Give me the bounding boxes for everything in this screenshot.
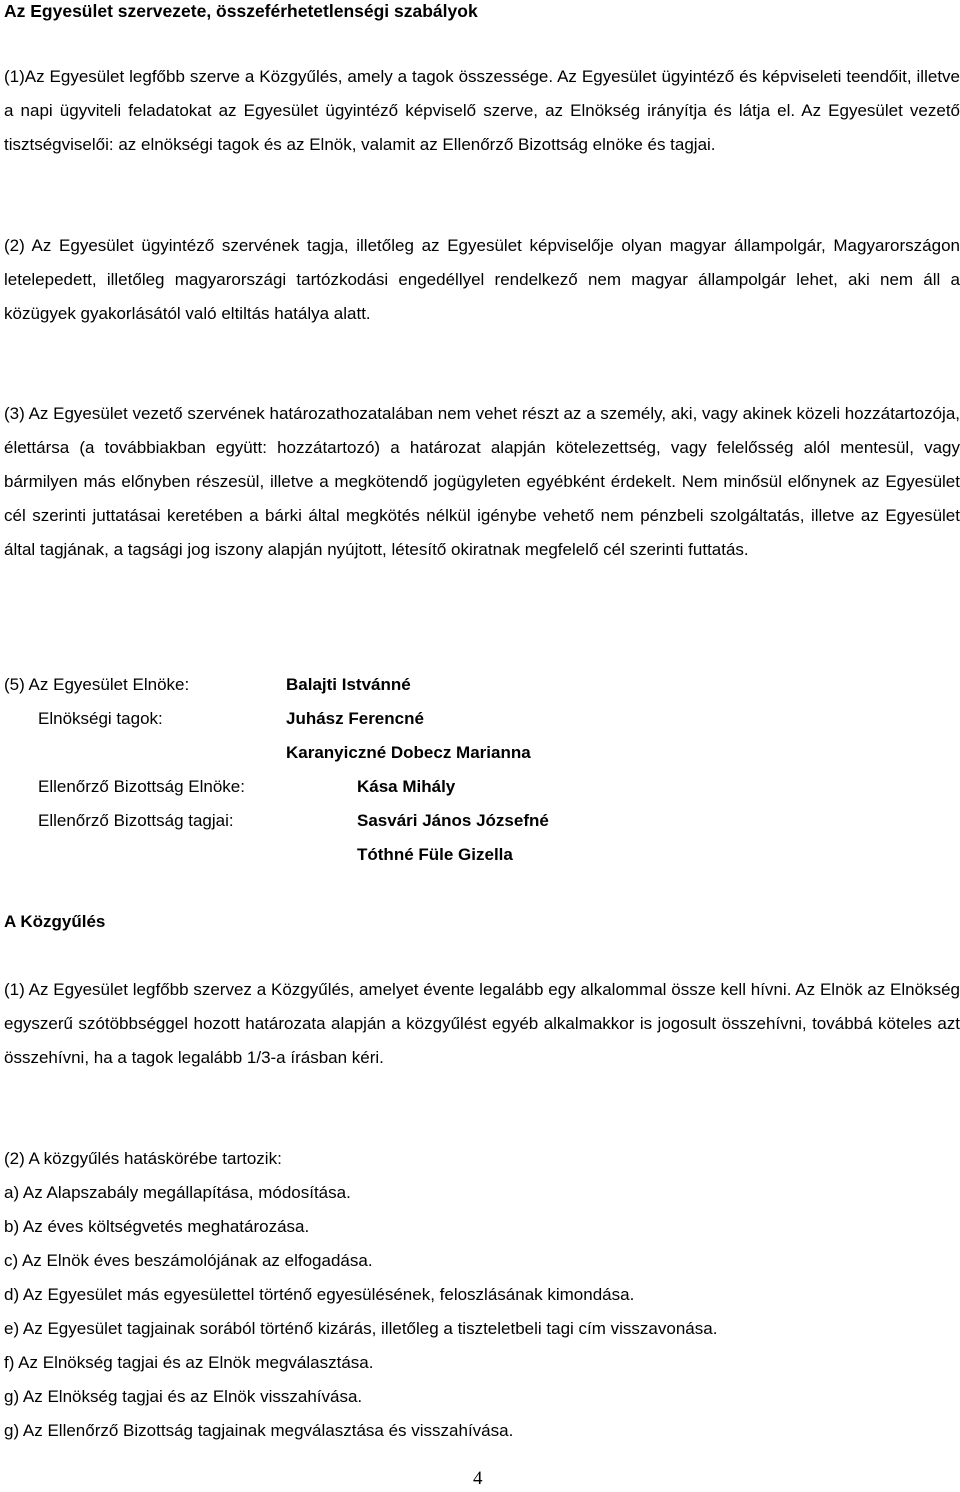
page-number: 4 <box>473 1468 483 1489</box>
president-name: Balajti Istvánné <box>286 675 411 694</box>
list-item: g) Az Ellenőrző Bizottság tagjainak megválasztása és visszahívása. <box>4 1421 514 1440</box>
list-item: e) Az Egyesület tagjainak sorából történő kizárás, illetőleg a tiszteletbeli tagi cím visszavonása. <box>4 1319 718 1338</box>
assembly-heading: A Közgyűlés <box>4 912 106 931</box>
list-item: f) Az Elnökség tagjai és az Elnök megválasztása. <box>4 1353 374 1372</box>
board-label: Elnökségi tagok: <box>38 709 163 728</box>
board-member-2: Karanyiczné Dobecz Marianna <box>286 743 531 762</box>
audit-chair-name: Kása Mihály <box>357 777 456 796</box>
president-row <box>4 668 960 702</box>
page-title: Az Egyesület szervezete, összeférhetetlenségi szabályok <box>4 1 478 21</box>
paragraph-1: (1)Az Egyesület legfőbb szerve a Közgyűlés, amely a tagok összessége. Az Egyesület ügyintéző és képviseleti teendőit, illetve a napi ügyviteli feladatokat az Egyesület ügyintéző képviselő szerve, az Elnökség irányítja és látja el. Az Egyesület vezető tisztségviselői: az elnökségi tagok és az Elnök, valamit az Ellenőrző Bizottság elnöke és tagjai. <box>4 67 960 154</box>
audit-members-row <box>4 804 960 838</box>
audit-members-label: Ellenőrző Bizottság tagjai: <box>38 811 234 830</box>
board-row <box>4 702 960 736</box>
audit-member-2: Tóthné Füle Gizella <box>357 845 513 864</box>
list-item: a) Az Alapszabály megállapítása, módosítása. <box>4 1183 351 1202</box>
audit-chair-label: Ellenőrző Bizottság Elnöke: <box>38 777 245 796</box>
list-item: d) Az Egyesület más egyesülettel történő egyesülésének, feloszlásának kimondása. <box>4 1285 635 1304</box>
assembly-paragraph-1: (1) Az Egyesület legfőbb szervez a Közgyűlés, amelyet évente legalább egy alkalommal össze kell hívni. Az Elnök az Elnökség egyszerű szótöbbséggel hozott határozata alapján a közgyűlést egyéb alkalmakkor is jogosult összehívni, továbbá köteles azt összehívni, ha a tagok legalább 1/3-a írásban kéri. <box>4 980 960 1067</box>
list-item: b) Az éves költségvetés meghatározása. <box>4 1217 310 1236</box>
list-item: g) Az Elnökség tagjai és az Elnök visszahívása. <box>4 1387 363 1406</box>
assembly-powers-list <box>4 1142 960 1448</box>
board-row-2 <box>4 736 960 770</box>
board-member-1: Juhász Ferencné <box>286 709 424 728</box>
paragraph-3: (3) Az Egyesület vezető szervének határozathozatalában nem vehet részt az a személy, aki, vagy akinek közeli hozzátartozója, élettársa (a továbbiakban együtt: hozzátartozó) a határozat alapján kötelezettség, vagy felelősség alól mentesül, vagy bármilyen más előnyben részesül, illetve a megkötendő jogügyleten egyébként érdekelt. Nem minősül előnynek az Egyesület cél szerinti juttatásai keretében a bárki által megkötés nélkül igénybe vehető nem pénzbeli szolgáltatás, illetve az Egyesület által tagjának, a tagsági jog iszony alapján nyújtott, létesítő okiratnak megfelelő cél szerinti futtatás. <box>4 404 960 559</box>
president-label: (5) Az Egyesület Elnöke: <box>4 675 190 694</box>
audit-chair-row <box>4 770 960 804</box>
list-item: c) Az Elnök éves beszámolójának az elfogadása. <box>4 1251 373 1270</box>
audit-member-1: Sasvári János Józsefné <box>357 811 549 830</box>
audit-members-row-2 <box>4 838 960 872</box>
list-intro: (2) A közgyűlés hatáskörébe tartozik: <box>4 1149 282 1168</box>
paragraph-2: (2) Az Egyesület ügyintéző szervének tagja, illetőleg az Egyesület képviselője olyan magyar állampolgár, Magyarországon letelepedett, illetőleg magyarországi tartózkodási engedéllyel rendelkező nem magyar állampolgár lehet, aki nem áll a közügyek gyakorlásától való eltiltás hatálya alatt. <box>4 236 960 323</box>
